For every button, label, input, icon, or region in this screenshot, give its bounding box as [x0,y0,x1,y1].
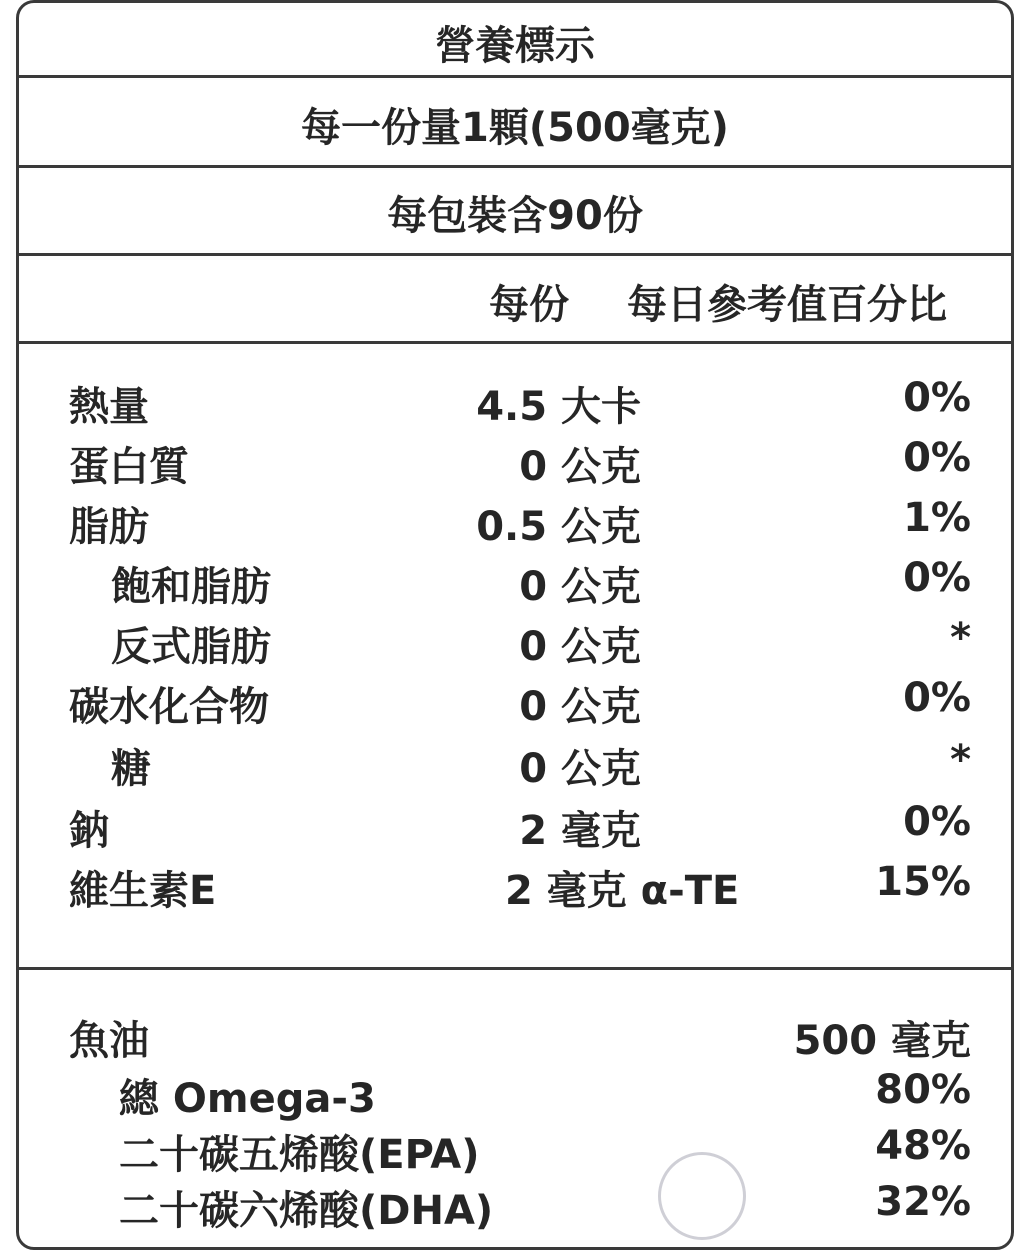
extra-row [19,1063,1011,1122]
per-serving-header: 每份 [489,282,569,328]
nutrient-row [19,369,1011,429]
extra-value: 48% [875,1123,971,1169]
nutrient-amount: 0 公克 [519,684,641,730]
nutrient-name: 維生素E [69,868,217,914]
nutrient-row [19,669,1011,729]
serving-size-text: 每一份量1顆(500毫克) [301,104,729,151]
nutrient-amount: 2 毫克 α-TE [505,868,740,914]
extra-name: 二十碳六烯酸(DHA) [119,1188,494,1234]
divider [19,165,1011,168]
nutrient-row [19,489,1011,549]
label-title-text: 營養標示 [435,22,595,69]
nutrient-dv: 0% [903,375,971,421]
extra-row [19,1175,1011,1234]
nutrient-amount: 0 公克 [519,624,641,670]
extra-value: 500 毫克 [793,1018,971,1064]
nutrient-dv: 0% [903,675,971,721]
divider [19,253,1011,256]
extra-name: 二十碳五烯酸(EPA) [119,1132,480,1178]
divider [19,341,1011,344]
servings-per-package [19,179,1011,245]
nutrient-row [19,429,1011,489]
nutrient-amount: 0 公克 [519,564,641,610]
nutrient-row [19,731,1011,791]
label-title [19,11,1011,73]
touch-indicator [658,1152,746,1240]
nutrient-row [19,609,1011,669]
extra-name: 總 Omega-3 [119,1076,376,1122]
nutrient-amount: 0 公克 [519,746,641,792]
divider [19,967,1011,970]
nutrient-dv: 0% [903,555,971,601]
nutrient-row [19,853,1011,913]
nutrient-name: 熱量 [69,384,149,430]
divider [19,75,1011,78]
extra-row [19,1119,1011,1178]
extra-row [19,1005,1011,1064]
nutrient-dv: * [950,615,971,661]
nutrient-dv: 15% [875,859,971,905]
nutrient-amount: 4.5 大卡 [476,384,641,430]
extra-name: 魚油 [69,1018,149,1064]
nutrient-name: 反式脂肪 [111,624,271,670]
nutrient-name: 蛋白質 [69,444,189,490]
nutrient-amount: 0.5 公克 [476,504,641,550]
nutrient-name: 碳水化合物 [69,684,269,730]
nutrient-dv: 1% [903,495,971,541]
nutrient-amount: 2 毫克 [519,808,641,854]
nutrient-dv: * [950,737,971,783]
nutrient-row [19,793,1011,853]
column-headers [19,273,1011,333]
nutrient-name: 糖 [111,746,151,792]
nutrient-name: 脂肪 [69,504,149,550]
nutrient-dv: 0% [903,799,971,845]
extra-value: 32% [875,1179,971,1225]
extra-value: 80% [875,1067,971,1113]
servings-per-package-text: 每包裝含90份 [387,192,643,239]
nutrient-dv: 0% [903,435,971,481]
nutrient-row [19,549,1011,609]
nutrition-label [16,0,1014,1250]
serving-size [19,91,1011,157]
daily-value-header: 每日參考值百分比 [627,282,947,328]
nutrient-name: 飽和脂肪 [111,564,271,610]
nutrient-amount: 0 公克 [519,444,641,490]
nutrient-name: 鈉 [69,808,109,854]
